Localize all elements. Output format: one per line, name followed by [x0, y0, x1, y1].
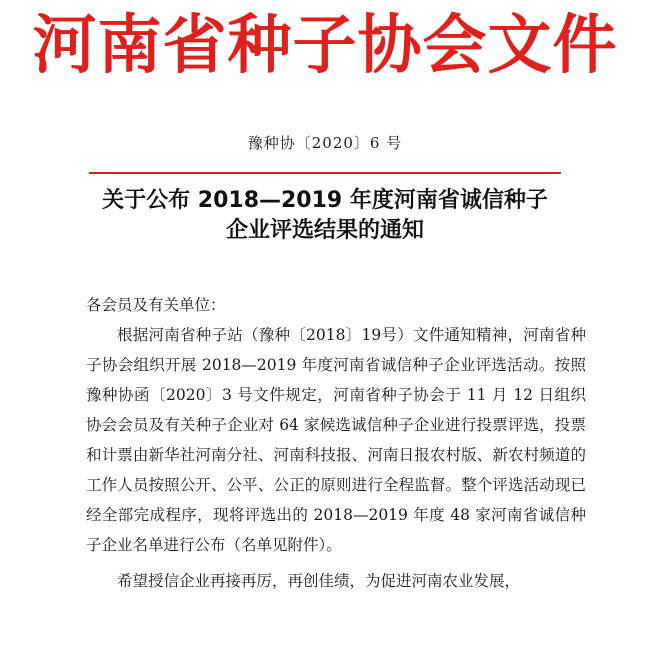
body-paragraph-1: 根据河南省种子站（豫种〔2018〕19号）文件通知精神，河南省种子协会组织开展 2018—2019 年度河南省诚信种子企业评选活动。按照豫种协函〔2020〕3 号文件规定，河南省种子协会于 11 月 12 日组织协会会员及有关种子企业对 64 家候选诚信种子企业进行投票评选，投票和计票由新华社河南分社、河南科技报、河南日报农村版、新农村频道的工作人员按照公开、公平、公正的原则进行全程监督。整个评选活动现已经全部完成程序，现将评选出的 2018—2019 年度 48 家河南省诚信种子企业名单进行公布（名单见附件）。 — [86, 326, 586, 554]
notice-body — [86, 290, 586, 600]
document-header-title: 河南省种子协会文件 — [32, 8, 618, 83]
notice-title — [30, 186, 620, 246]
salutation: 各会员及有关单位： — [86, 296, 226, 314]
notice-title-line-1: 关于公布 2018—2019 年度河南省诚信种子 — [102, 188, 548, 213]
document-number: 豫种协〔2020〕6 号 — [247, 134, 403, 152]
body-paragraph-2: 希望授信企业再接再厉，再创佳绩，为促进河南农业发展， — [117, 572, 521, 590]
notice-title-line-2: 企业评选结果的通知 — [225, 218, 424, 243]
red-divider — [89, 172, 561, 174]
